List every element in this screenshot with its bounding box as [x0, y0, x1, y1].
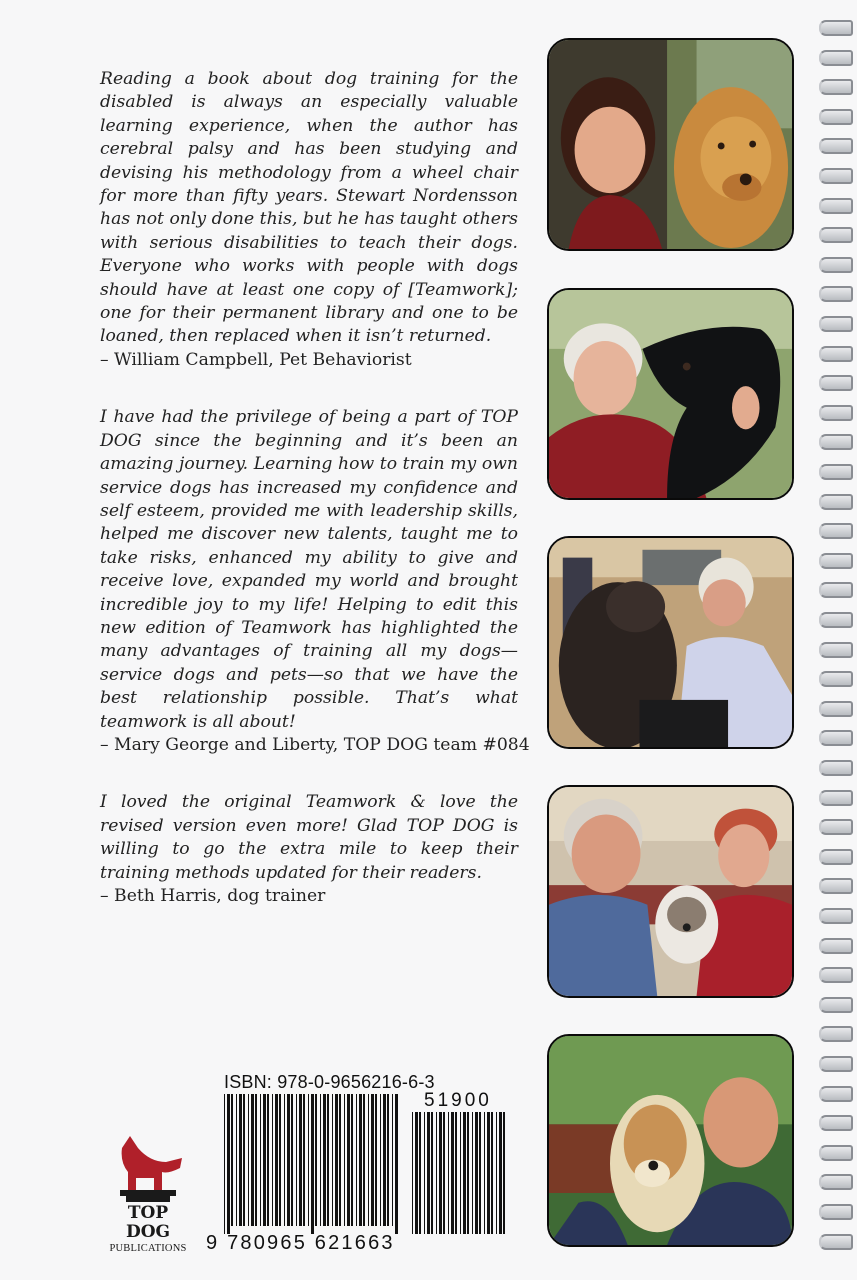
barcode-bar [263, 1094, 266, 1226]
barcode-bar [387, 1094, 389, 1226]
barcode-bar [431, 1112, 433, 1234]
spiral-coil [819, 405, 853, 421]
spiral-coil [819, 1145, 853, 1161]
barcode-bar [496, 1112, 497, 1234]
couple-with-small-dog-photo [547, 785, 794, 998]
attribution-george: – Mary George and Liberty, TOP DOG team #084 [100, 734, 530, 755]
barcode-bar [251, 1094, 254, 1226]
barcode-bar [451, 1112, 454, 1234]
spiral-coil [819, 1174, 853, 1190]
barcode-bar [467, 1112, 469, 1234]
top-dog-publications-logo [108, 1128, 188, 1254]
barcode-bar [359, 1094, 362, 1226]
spiral-coil [819, 819, 853, 835]
barcode-bar [239, 1094, 242, 1226]
barcode-bar [499, 1112, 502, 1234]
barcode-bar [323, 1094, 326, 1226]
logo-publisher: PUBLICATIONS [109, 1243, 187, 1254]
spiral-coil [819, 997, 853, 1013]
barcode-bar [363, 1094, 365, 1226]
barcode-bar [320, 1094, 321, 1226]
barcode-bar [243, 1094, 245, 1226]
barcode-bar [460, 1112, 461, 1234]
barcode-bar [332, 1094, 333, 1226]
spiral-coil [819, 257, 853, 273]
logo-line-dog: DOG [125, 1222, 171, 1242]
barcode-bar [327, 1094, 329, 1226]
barcode-bar [392, 1094, 393, 1226]
spiral-coil [819, 671, 853, 687]
spiral-coil [819, 760, 853, 776]
spiral-coil [819, 198, 853, 214]
price-barcode [410, 1112, 510, 1234]
spiral-coil [819, 612, 853, 628]
spiral-coil [819, 316, 853, 332]
spiral-coil [819, 878, 853, 894]
barcode-bar [371, 1094, 374, 1226]
spiral-coil [819, 553, 853, 569]
barcode-bar [472, 1112, 473, 1234]
testimonials [100, 68, 530, 942]
barcode-bar [227, 1094, 230, 1234]
spiral-coil [819, 908, 853, 924]
spiral-coil [819, 109, 853, 125]
spiral-coil [819, 79, 853, 95]
barcode-bar [412, 1112, 413, 1234]
barcode-bar [395, 1094, 398, 1234]
barcode-bar [236, 1094, 237, 1226]
barcode-bar [491, 1112, 493, 1234]
logo-line-top: TOP [127, 1203, 169, 1223]
spiral-coil [819, 642, 853, 658]
barcode-bar [255, 1094, 257, 1226]
spiral-coil [819, 375, 853, 391]
barcode-bar [351, 1094, 353, 1226]
spiral-coil [819, 138, 853, 154]
barcode-bar [248, 1094, 249, 1226]
spiral-coil [819, 1204, 853, 1220]
barcode-bar [311, 1094, 314, 1234]
dog-silhouette-icon [108, 1128, 188, 1208]
barcode-bar [427, 1112, 430, 1234]
man-with-golden-dog-photo [547, 1034, 794, 1247]
spiral-coil [819, 1086, 853, 1102]
barcode-bar [383, 1094, 386, 1226]
barcode-bar [260, 1094, 261, 1226]
spiral-binding [817, 20, 857, 1270]
barcode-bar [415, 1112, 418, 1234]
woman-with-golden-retriever-photo [547, 38, 794, 251]
barcode-bar [339, 1094, 341, 1226]
spiral-coil [819, 790, 853, 806]
barcode-bar [463, 1112, 466, 1234]
spiral-coil [819, 227, 853, 243]
barcode-bar [436, 1112, 437, 1234]
spiral-coil [819, 1234, 853, 1250]
spiral-coil [819, 1056, 853, 1072]
barcode-bar [368, 1094, 369, 1226]
quote-harris: I loved the original Teamwork & love the revised version even more! Glad TOP DOG is willing to go the extra mile to keep their training methods updated for their readers. [100, 792, 518, 883]
spiral-coil [819, 346, 853, 362]
barcode-bar [484, 1112, 485, 1234]
attribution-campbell: – William Campbell, Pet Behaviorist [100, 349, 412, 370]
barcode-bar [296, 1094, 297, 1226]
barcode-bar [356, 1094, 357, 1226]
barcode-bar [279, 1094, 281, 1226]
barcode-bar [424, 1112, 425, 1234]
price-code: 51900 [424, 1090, 492, 1111]
barcode-bar [315, 1094, 317, 1226]
barcode-bar [287, 1094, 290, 1226]
barcode-bar [347, 1094, 350, 1226]
barcode-bar [443, 1112, 445, 1234]
spiral-coil [819, 849, 853, 865]
isbn-label: ISBN: 978-0-9656216-6-3 [224, 1072, 435, 1092]
spiral-coil [819, 582, 853, 598]
barcode-bar [284, 1094, 285, 1226]
barcode-bar [231, 1094, 233, 1226]
barcode-bar [455, 1112, 457, 1234]
spiral-coil [819, 701, 853, 717]
man-in-wheelchair-with-black-dog-photo [547, 536, 794, 749]
barcode-bar [448, 1112, 449, 1234]
barcode-bar [275, 1094, 278, 1226]
spiral-coil [819, 967, 853, 983]
older-woman-with-black-lab-photo [547, 288, 794, 500]
barcode-bar [479, 1112, 481, 1234]
barcode-bar [375, 1094, 377, 1226]
spiral-coil [819, 464, 853, 480]
barcode-bar [475, 1112, 478, 1234]
quote-george: I have had the privilege of being a part of TOP DOG since the beginning and it’s been an amazing journey. Learning how to train my own service dogs has increased my confidence and self esteem, provided me with leadership skills, helped me discover new talents, taught me to take risks, enhanced my ability to give and receive love, expanded my world and brought incredible joy to my life! Helping to edit this new edition of Teamwork has highlighted the many advantages of training all my dogs—service dogs and pets—so that we have the best relationship possible. That’s what teamwork is all about! [100, 407, 518, 732]
spiral-coil [819, 434, 853, 450]
attribution-harris: – Beth Harris, dog trainer [100, 886, 326, 906]
barcode-bar [335, 1094, 338, 1226]
spiral-coil [819, 168, 853, 184]
spiral-coil [819, 494, 853, 510]
spiral-coil [819, 20, 853, 36]
quote-campbell: Reading a book about dog training for the disabled is always an especially valuable learning experience, when the author has cerebral palsy and has been studying and devising his methodology from a wheel chair for more than fifty years. Stewart Nordensson has not only done this, but he has taught others with serious disabilities to teach their dogs. Everyone who works with people with dogs should have at least one copy of [Teamwork]; one for their permanent library and one to be loaned, then replaced when it isn’t returned. [100, 69, 518, 347]
barcode-bar [308, 1094, 309, 1226]
spiral-coil [819, 523, 853, 539]
barcode-bar [267, 1094, 269, 1226]
logo-wordmark [110, 1204, 186, 1242]
barcode-bar [291, 1094, 293, 1226]
barcode-bar [419, 1112, 421, 1234]
spiral-coil [819, 286, 853, 302]
ean-barcode [222, 1094, 402, 1234]
barcode-bar [299, 1094, 302, 1226]
barcode-bar [439, 1112, 442, 1234]
spiral-coil [819, 1026, 853, 1042]
barcode-bar [503, 1112, 505, 1234]
barcode-bar [487, 1112, 490, 1234]
spiral-coil [819, 1115, 853, 1131]
spiral-coil [819, 730, 853, 746]
spiral-coil [819, 938, 853, 954]
barcode-bar [272, 1094, 273, 1226]
spiral-coil [819, 50, 853, 66]
ean-digits: 9 780965 621663 [206, 1232, 395, 1254]
barcode-bar [224, 1094, 225, 1234]
barcode-bar [380, 1094, 381, 1226]
barcode-bar [344, 1094, 345, 1226]
barcode-bar [303, 1094, 305, 1226]
